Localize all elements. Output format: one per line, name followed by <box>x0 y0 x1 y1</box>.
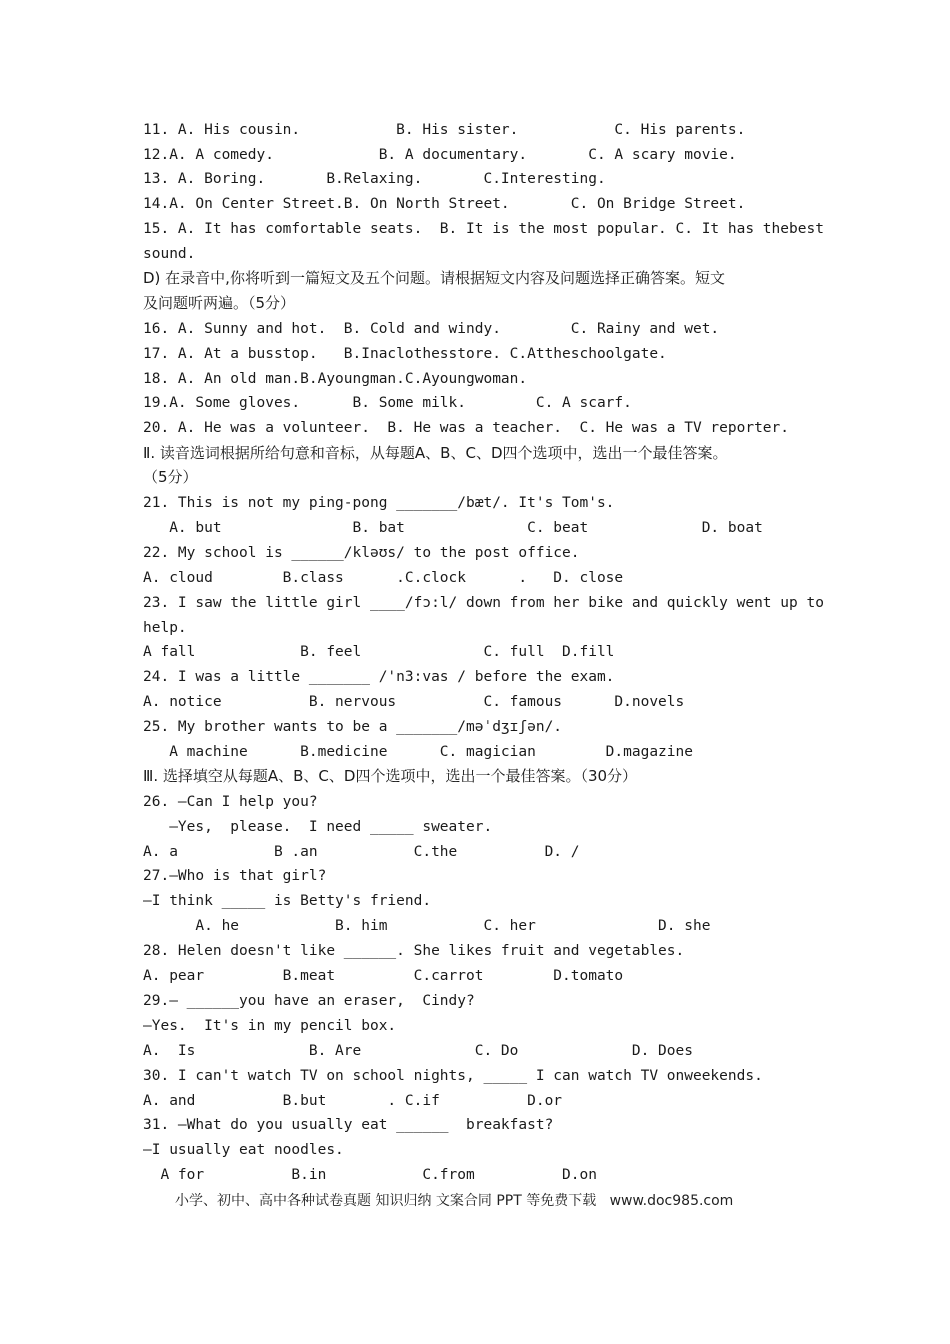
text-line: A. notice B. nervous C. famous D.novels <box>143 694 685 710</box>
text-line: 24. I was a little _______ /'n3:vas / before the exam. <box>143 669 615 685</box>
text-line: 11. A. His cousin. B. His sister. C. His parents. <box>143 122 746 138</box>
text-line: A fall B. feel C. full D.fill <box>143 644 615 660</box>
text-line: 13. A. Boring. B.Relaxing. C.Interesting. <box>143 171 606 187</box>
section-heading: Ⅲ. 选择填空从每题A、B、C、D四个选项中，选出一个最佳答案。（30分） <box>143 767 638 785</box>
text-line: 21. This is not my ping-pong _______/bæt/. It's Tom's. <box>143 495 615 511</box>
text-line: help. <box>143 620 187 636</box>
text-line: A machine B.medicine C. magician D.magazine <box>143 744 693 760</box>
text-line: 31. —What do you usually eat ______ breakfast? <box>143 1117 554 1133</box>
text-line: 18. A. An old man.B.Ayoungman.C.Ayoungwoman. <box>143 371 528 387</box>
text-line: 12.A. A comedy. B. A documentary. C. A scary movie. <box>143 147 737 163</box>
section-instruction: D) 在录音中,你将听到一篇短文及五个问题。请根据短文内容及问题选择正确答案。短文 <box>143 269 725 287</box>
section-heading: （5分） <box>143 468 198 486</box>
text-line: 14.A. On Center Street.B. On North Street. C. On Bridge Street. <box>143 196 746 212</box>
text-line: A. Is B. Are C. Do D. Does <box>143 1043 693 1059</box>
text-line: A. and B.but . C.if D.or <box>143 1093 563 1109</box>
text-line: A. pear B.meat C.carrot D.tomato <box>143 968 624 984</box>
section-instruction: 及问题听两遍。（5分） <box>143 294 296 312</box>
text-line: 28. Helen doesn't like ______. She likes fruit and vegetables. <box>143 943 685 959</box>
text-line: 17. A. At a busstop. B.Inaclothesstore. C.Attheschoolgate. <box>143 346 667 362</box>
text-line: A. he B. him C. her D. she <box>143 918 711 934</box>
text-line: 23. I saw the little girl ____/fɔ:l/ down from her bike and quickly went up to <box>143 595 824 611</box>
text-line: 15. A. It has comfortable seats. B. It is the most popular. C. It has thebest <box>143 221 824 237</box>
text-line: —I think _____ is Betty's friend. <box>143 893 432 909</box>
text-line: 29.— ______you have an eraser, Cindy? <box>143 993 475 1009</box>
text-line: 19.A. Some gloves. B. Some milk. C. A scarf. <box>143 395 632 411</box>
text-line: A. cloud B.class .C.clock . D. close <box>143 570 624 586</box>
section-heading: Ⅱ. 读音选词根据所给句意和音标，从每题A、B、C、D四个选项中，选出一个最佳答案。 <box>143 444 728 462</box>
text-line: A for B.in C.from D.on <box>143 1167 597 1183</box>
text-line: 25. My brother wants to be a _______/məˈdʒɪʃən/. <box>143 719 563 735</box>
text-line: 27.—Who is that girl? <box>143 868 327 884</box>
text-line: 22. My school is ______/kləʊs/ to the post office. <box>143 545 580 561</box>
text-line: 26. —Can I help you? <box>143 794 318 810</box>
text-line: A. but B. bat C. beat D. boat <box>143 520 763 536</box>
page-footer: 小学、初中、高中各种试卷真题 知识归纳 文案合同 PPT 等免费下载 www.doc985.com <box>175 1193 734 1209</box>
text-line: —Yes, please. I need _____ sweater. <box>143 819 493 835</box>
text-line: A. a B .an C.the D. / <box>143 844 580 860</box>
text-line: 16. A. Sunny and hot. B. Cold and windy. C. Rainy and wet. <box>143 321 720 337</box>
text-line: 20. A. He was a volunteer. B. He was a teacher. C. He was a TV reporter. <box>143 420 790 436</box>
text-line: 30. I can't watch TV on school nights, _____ I can watch TV onweekends. <box>143 1068 763 1084</box>
text-line: —Yes. It's in my pencil box. <box>143 1018 397 1034</box>
text-line: sound. <box>143 246 196 262</box>
text-line: —I usually eat noodles. <box>143 1142 344 1158</box>
